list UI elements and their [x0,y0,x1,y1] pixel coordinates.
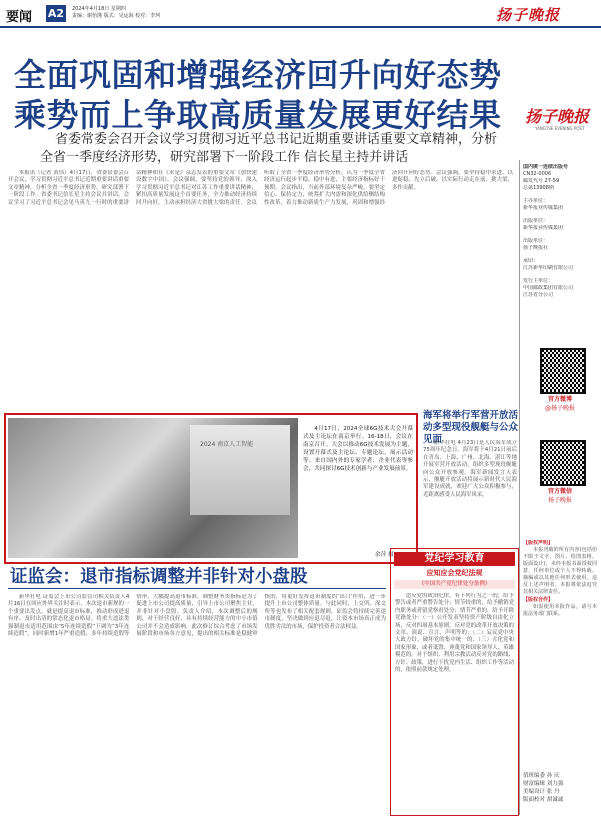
party-education-title: 党纪学习教育 [394,552,515,566]
sidebar-line: 江苏省分公司 [523,292,554,298]
csrc-article-body [8,594,386,814]
notice-text: 本报刊载的所有内容(包括但不限于文字、图片、绘图表格、版面设计)，未经本报书面授权同意，任何单位或个人不得转载、摘编或以其他任何形式使用。违反上述声明者，本报将依法追究其相关法律责任。 [523,547,597,595]
party-regulation-name: 《中国共产党纪律处分条例》 [394,580,515,589]
staff-line: 美编设计 张 丹 [523,789,560,795]
masthead-logo: 扬子晚报 [525,107,590,126]
sidebar-line: 新华报业传媒集团 [523,205,564,211]
section-tag: 要闻 [6,10,33,25]
party-education-text: 违反党的政治纪律，有下列行为之一的，给予警告或者严重警告处分；情节较重的，给予撤销党内职务或者留党察看处分；情节严重的，给予开除党籍处分：（一）公开发表坚持资产阶级自由化立场，反对四项基本原则，反对党的改革开放决策的文章、演说、宣言、声明等的；（二）妄议党中央大政方针，破坏党的集中统一的；（三）丑化党和国家形象，或者诋毁、诬蔑党和国家领导人、英雄模范的。对于组织、利用宗教活动反对党的路线、方针、政策，进行干扰党内生活、组织工作等活动的，依照前款规定处理。 [395,593,514,674]
notice2-title: 【版权合作】 [523,597,554,603]
sidebar-line: 出版单位： [523,238,549,244]
csrc-article-title: 证监会：退市指标调整并非针对小盘股 [10,567,308,587]
headline-line-1: 全面巩固和增强经济回升向好态势 [14,56,502,94]
sidebar-line: 出版单位： [523,218,549,224]
header-rule [0,26,601,28]
newspaper-logo: 扬子晚报 [496,6,561,24]
masthead-english: YANGTSE EVENING POST [535,126,585,131]
page-number: A2 [47,7,65,20]
header-meta [72,6,160,20]
sidebar-divider [519,160,520,815]
navy-article-title: 海军将举行军营开放活动多型现役舰艇与公众见面 [423,410,519,445]
sidebar-line: 扬子晚报社 [523,245,549,251]
sidebar-line: CN32-0006 [523,171,552,177]
sidebar-line: 国内统一连续出版号 [523,164,569,170]
photo-caption: 4月17日，2024全球6G技术大会开幕式及主论坛在南京举行。16-18日，会议在南京召开。大会以推动6G技术发展为主题，设置开幕式及主论坛、专题论坛、展示活动等。来自国内外的专家学者、企业代表等参会，共同探讨6G技术创新与产业发展前景。 [303,426,413,472]
main-article-body [8,170,513,410]
wechat-handle: 扬子晚报 [547,497,572,504]
photo-credit: 余萍 摄 [375,552,394,558]
staff-line: 值班编委 孙 庆 [523,773,560,779]
navy-article-body [423,440,517,544]
headline-line-2: 乘势而上争取高质量发展更好结果 [14,96,502,134]
photo-backdrop [190,425,290,515]
weibo-qr-code[interactable] [540,348,586,394]
sidebar-line: 中国邮政集团有限公司 [523,285,574,291]
staff-line: 版面校对 胡诚诚 [523,797,564,803]
wechat-label: 官方微信 [547,488,572,495]
subheadline-line-2: 全省一季度经济形势，研究部署下一阶段工作 信长星主持并讲话 [40,150,409,165]
staff-line: 财富编辑 刘力强 [523,781,564,787]
main-article-text: 本报讯（记者 黄伟）4月17日，省委常委会召开会议，学习贯彻习近平总书记近期重要讲话重要文章精神，分析全省一季度经济形势，研究部署下一阶段工作。省委书记信长星主持会议并讲话。会议学习了习近平总书记会见马英九一行时的重要讲话精神和在《求是》杂志发表的重要文章《加快建设数字中国》。会议强调，要坚持党的领导，深入学习贯彻习近平总书记对江苏工作重要讲话精神，紧扣高质量发展这个首要任务，全力推动经济持续回升向好，主动承担经济大省挑大梁的责任。会议听取了全省一季度经济形势分析，认为一季度全省经济运行起步平稳、稳中有进，主要经济指标好于预期。会议指出，当前外部环境复杂严峻，要坚定信心、保持定力，统筹扩大内需和深化供给侧结构性改革，着力推动新质生产力发展，巩固和增强经济回升向好态势。会议强调，要坚持稳中求进、以进促稳、先立后破，以实际行动走在前、挑大梁、多作贡献。 [8,170,513,206]
csrc-title-rule [8,588,386,589]
staff-list [523,772,597,804]
weibo-handle: @扬子晚报 [544,405,575,412]
csrc-article-text: 新华社电 证监会上市公司监管司相关负责人4月16日在回应外界关注时表示，本次退市新规的一个重要出发点，就是提高退市标准，推动形成进退有序、及时出清的常态化退市格局。将重大违法类强制退市适用范围由“5年连续造假”下调为“3年连续造假”，同时新增1年严重造假、多年持续造假等情形，大幅提高退市标准。调整财务类指标是为了促进上市公司提高质量，引导上市公司聚焦主业，并非针对小盘股。负责人介绍，本次调整后的规则，对于经营良好、具有持续经营能力的中小市值公司并不会造成影响。此次修订综合考虑了市场发展阶段和市场各方意见，提出的相关标准是稳健审慎的，将更好发挥退市制度的‘出口’作用，进一步提升上市公司整体质量。与此同时，上交所、深交所等也发布了相关配套规则。证监会将持续完善退市制度，坚决做到应退尽退，让资本市场真正成为优胜劣汰的市场，保护投资者合法权益。 [8,594,386,638]
sidebar-line: 主办单位： [523,198,549,204]
party-education-body [395,593,514,811]
editors-line: 责编：谢怡瑾 版式：吴运海 校对：李珂 [72,13,161,19]
sidebar-line: 新华报业传媒集团 [523,225,564,231]
sidebar-line: 江苏新华印刷有限公司 [523,265,574,271]
subheadline-line-1: 省委常委会召开会议学习贯彻习近平总书记近期重要讲话重要文章精神，分析 [55,132,498,147]
weibo-label: 官方微博 [547,396,572,403]
navy-article-text: 新华社电 4月23日是人民海军成立75周年纪念日。海军将于4月21日前后在青岛、上海、广州、北海、湛江等地开展军营开放活动，组织多型现役舰艇向公众开放参观。海军新闻发言人表示，舰艇开放活动将展示新时代人民海军建设成就，欢迎广大公众积极参与，近距离感受人民海军风采。 [423,440,517,498]
sidebar-line: 邮发代号 27-59 [523,178,560,184]
sidebar-line: 总第13908期 [523,185,554,191]
sidebar-line: 承印： [523,258,539,264]
copyright-notice [523,540,597,760]
wechat-qr-code[interactable] [540,440,586,486]
photo-sign-text: 2024 南京人工智能 [200,441,254,448]
notice2-text: 如需使用本报作品，请与本报法务部门联系。 [523,604,597,617]
sidebar-info [523,164,597,299]
notice-title: 【版权声明】 [523,540,554,546]
party-education-subtitle: 应知应会党纪法规 [426,569,483,577]
date-line: 2024年4月18日 星期四 [72,6,126,12]
sidebar-line: 发行主单位： [523,278,554,284]
